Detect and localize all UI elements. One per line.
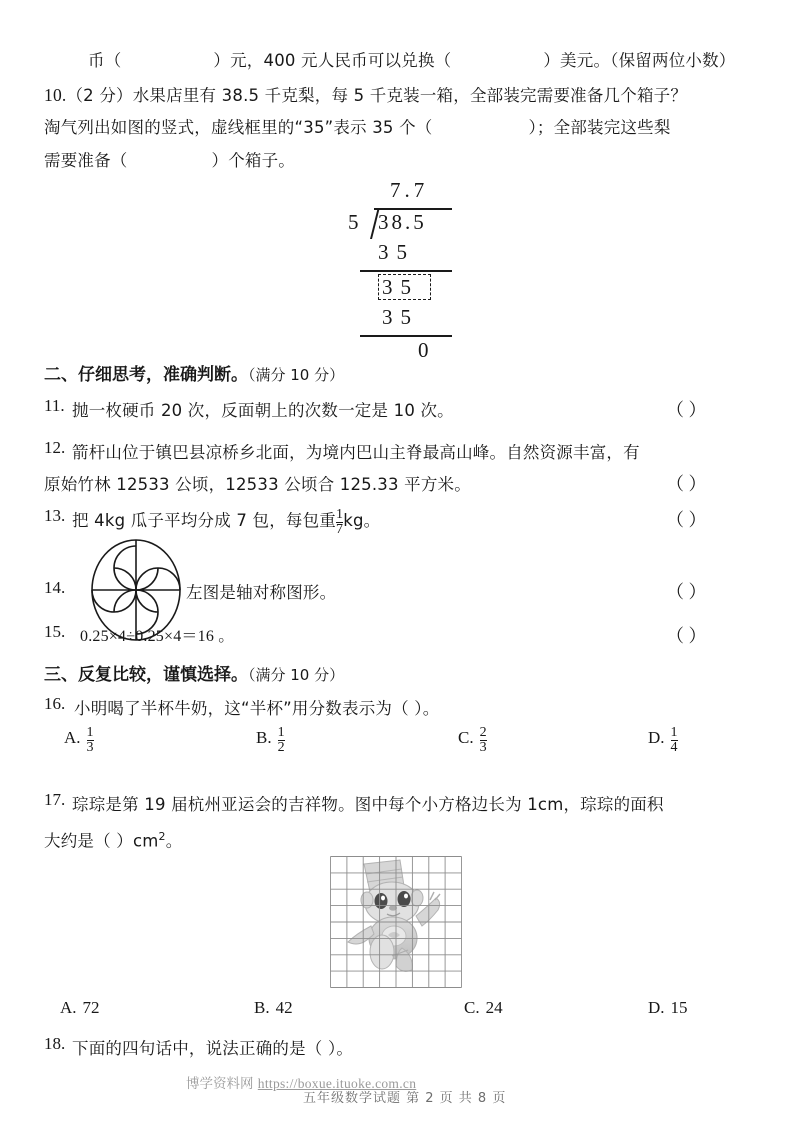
- measurement-grid: [331, 857, 462, 988]
- q16-option-c-numerator: 2: [479, 725, 487, 740]
- q15-text: 0.25×4÷0.25×4＝16 。: [80, 628, 235, 645]
- q17-option-a-value: 72: [82, 998, 100, 1017]
- q16-option-a-numerator: 1: [86, 725, 94, 740]
- q13-fraction-denominator: 7: [336, 522, 344, 538]
- q11-text: 抛一枚硬币 20 次，反面朝上的次数一定是 10 次。: [72, 401, 454, 420]
- q16-option-c-fraction: [480, 726, 487, 756]
- q16-option-b-label: B.: [256, 727, 272, 747]
- division-subtraction-bar-2: [360, 335, 452, 337]
- q15-answer-paren[interactable]: （ ）: [666, 626, 707, 646]
- q9-text-b: ）元，400 元人民币可以兑换（: [213, 51, 452, 70]
- q17-option-a-label: A.: [60, 998, 77, 1017]
- q14-answer-paren[interactable]: （ ）: [666, 582, 707, 602]
- division-divisor: 5: [348, 210, 359, 234]
- division-subtraction-bar-1: [360, 270, 452, 272]
- q9-continuation-line: [88, 46, 736, 76]
- q17-option-d-value: 15: [670, 998, 688, 1017]
- q10-text-line1: 水果店里有 38.5 千克梨，每 5 千克装一箱，全部装完需要准备几个箱子？: [132, 86, 688, 105]
- q16-option-b-denominator: 2: [277, 740, 285, 756]
- section-2-heading: [44, 360, 344, 385]
- q13-text: [72, 506, 380, 538]
- q13-number: 13.: [44, 506, 66, 525]
- q16-option-d-denominator: 4: [670, 740, 678, 756]
- q17-option-d[interactable]: [648, 998, 688, 1018]
- q13-answer-paren[interactable]: （ ）: [666, 510, 707, 530]
- q17-text-line2: [44, 822, 182, 857]
- section-3-title: 三、反复比较，谨慎选择。: [44, 665, 248, 685]
- q16-text: 小明喝了半杯牛奶，这“半杯”用分数表示为（ ）。: [74, 699, 440, 718]
- q10-text-line2b: ）；全部装完这些梨: [528, 118, 671, 137]
- q17-unit-exponent: 2: [158, 830, 166, 843]
- q17-option-b-label: B.: [254, 998, 270, 1017]
- division-boxed-value: 35: [382, 275, 419, 299]
- q17-option-b-value: 42: [275, 998, 293, 1017]
- section-2-title: 二、仔细思考，准确判断。: [44, 365, 248, 385]
- q16-option-b[interactable]: [256, 726, 285, 756]
- footer-page-indicator: 五年级数学试题 第 2 页 共 8 页: [303, 1091, 507, 1106]
- q16-option-c-label: C.: [458, 727, 474, 747]
- q13-text-before: 把 4kg 瓜子平均分成 7 包，每包重: [72, 511, 337, 530]
- q16-option-c-denominator: 3: [479, 740, 487, 756]
- q16-option-a-denominator: 3: [86, 740, 94, 756]
- q10-line-1: [44, 80, 687, 111]
- q18-text: 下面的四句话中，说法正确的是（ ）。: [72, 1039, 354, 1058]
- q16-option-d[interactable]: [648, 726, 678, 756]
- q16-option-c[interactable]: [458, 726, 487, 756]
- q16-option-a-label: A.: [64, 727, 81, 747]
- division-dividend: 38.5: [378, 210, 427, 234]
- q10-text-line3b: ）个箱子。: [211, 151, 295, 170]
- q10-text-line3a: 需要准备（: [44, 151, 128, 170]
- q17-option-d-label: D.: [648, 998, 665, 1017]
- q10-score: （2 分）: [66, 86, 133, 105]
- mascot-grid-svg: [330, 856, 462, 988]
- division-step1: 35: [378, 240, 415, 264]
- q16-number: 16.: [44, 694, 66, 713]
- q17-option-b[interactable]: [254, 998, 293, 1018]
- q16-option-a[interactable]: [64, 726, 94, 756]
- q17-option-c-label: C.: [464, 998, 480, 1017]
- division-quotient: 7.7: [390, 178, 429, 202]
- q12-text-line2: 原始竹林 12533 公顷，12533 公顷合 125.33 平方米。: [44, 475, 471, 494]
- q11-answer-paren[interactable]: （ ）: [666, 400, 707, 420]
- q14-number: 14.: [44, 578, 66, 597]
- q10-line-2: [44, 113, 671, 143]
- q15-number: 15.: [44, 622, 66, 641]
- division-step2: 35: [382, 305, 419, 329]
- q9-text-c: ）美元。（保留两位小数）: [543, 51, 736, 70]
- watermark-site: 博学资料网: [186, 1076, 254, 1092]
- q12-number: 12.: [44, 438, 66, 457]
- q16-option-d-label: D.: [648, 727, 665, 747]
- section-3-points: （满分 10 分）: [248, 666, 345, 684]
- q10-number: 10.: [44, 85, 67, 105]
- q12-text-line1: 箭杆山位于镇巴县凉桥乡北面，为境内巴山主脊最高山峰。自然资源丰富，有: [72, 443, 640, 462]
- q13-text-after: kg。: [343, 511, 381, 530]
- q17-text-line2a: 大约是（ ）cm: [44, 831, 159, 851]
- long-division-figure: [330, 178, 510, 362]
- q17-option-c[interactable]: [464, 998, 503, 1018]
- division-remainder: 0: [418, 338, 429, 362]
- q18-number: 18.: [44, 1034, 66, 1053]
- q13-fraction-numerator: 1: [336, 507, 344, 523]
- q16-option-b-numerator: 1: [277, 725, 285, 740]
- watermark-url: https://boxue.ituoke.com.cn: [257, 1076, 417, 1091]
- q11-number: 11.: [44, 396, 65, 415]
- q16-option-b-fraction: [278, 726, 285, 756]
- q17-option-a[interactable]: [60, 998, 100, 1018]
- q10-text-line2a: 淘气列出如图的竖式，虚线框里的“35”表示 35 个（: [44, 118, 433, 137]
- q9-text-a: 币（: [88, 51, 122, 70]
- q10-line-3: [44, 146, 295, 176]
- q17-number: 17.: [44, 790, 66, 809]
- q16-option-a-fraction: [87, 726, 94, 756]
- q16-option-d-fraction: [671, 726, 678, 756]
- section-2-points: （满分 10 分）: [248, 366, 345, 384]
- q17-text-line2b: 。: [165, 831, 183, 851]
- q17-text-line1: 琮琮是第 19 届杭州亚运会的吉祥物。图中每个小方格边长为 1cm，琮琮的面积: [72, 795, 664, 814]
- q12-answer-paren[interactable]: （ ）: [666, 474, 707, 494]
- section-3-heading: [44, 660, 344, 685]
- mascot-grid-figure: [330, 856, 462, 988]
- q17-option-c-value: 24: [485, 998, 503, 1017]
- q16-option-d-numerator: 1: [670, 725, 678, 740]
- q14-text: 左图是轴对称图形。: [186, 583, 337, 602]
